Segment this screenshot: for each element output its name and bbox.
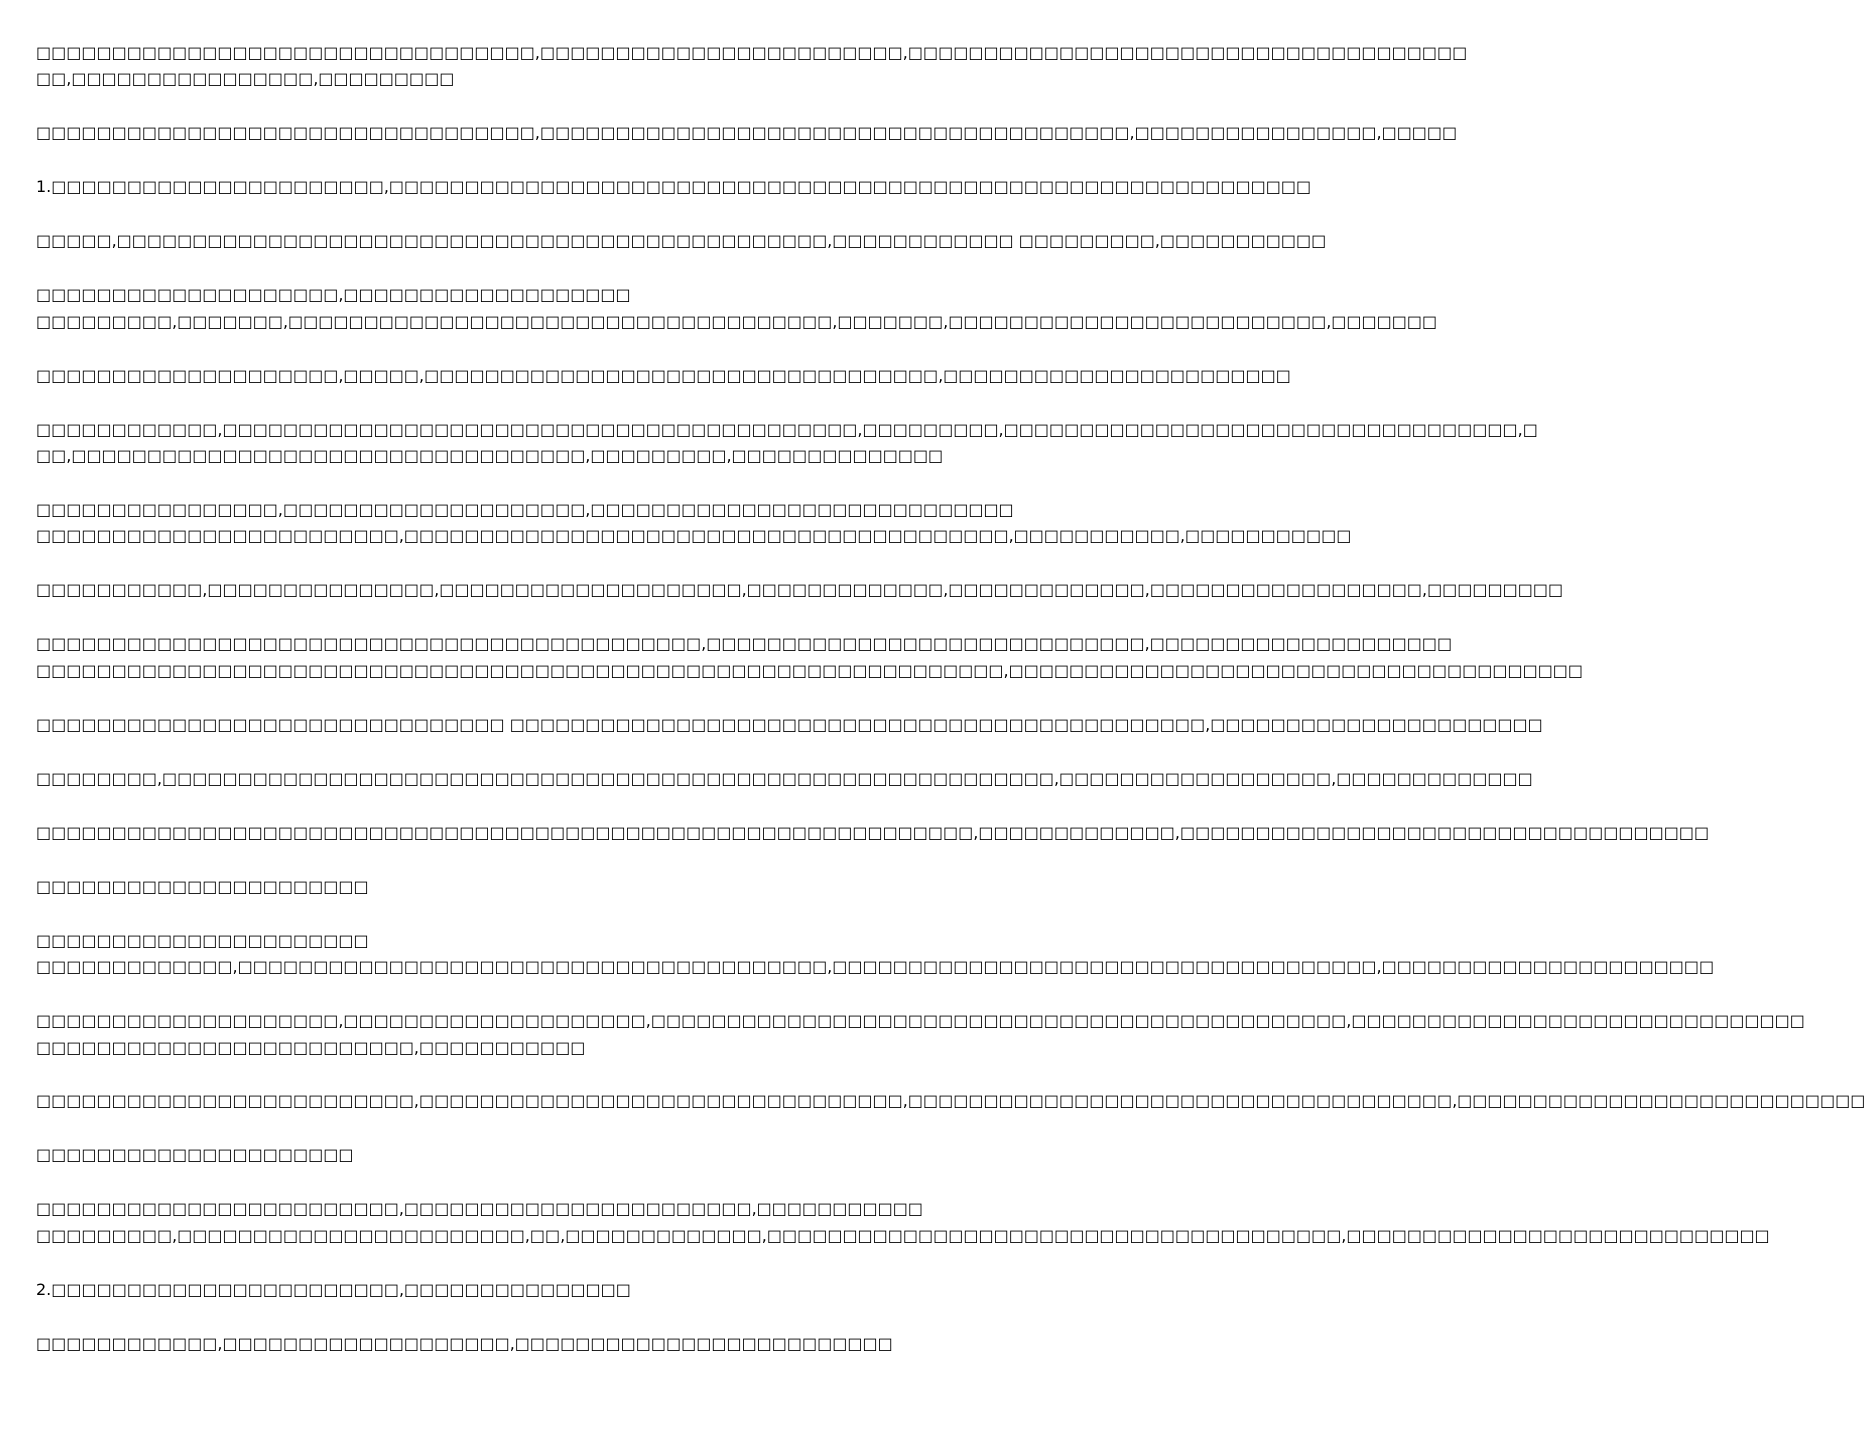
paragraph-gap (36, 981, 990, 1009)
paragraph-line: □□□□□□□□□□□□□□□□□□□□,□□□□□□□□□□□□□□□□□□□ (36, 285, 631, 305)
paragraph (36, 1008, 1805, 1061)
paragraph-gap (36, 389, 990, 417)
paragraph (36, 712, 1543, 738)
document-body (36, 40, 1865, 1357)
paragraph-gap (36, 792, 990, 820)
paragraph-gap (36, 1303, 990, 1331)
paragraph-line: □□□□□□□□□□□□□□□□□□□□□□□□□□□□□□□□□□□□□□□□□□□□□□□□□□□□□□□□□□□□□□□□,□□□□□□□□□□□□□□□□□□□□□□□□□□□□□□□□□□□□□□ (36, 660, 1584, 680)
paragraph (36, 497, 1352, 550)
paragraph-line: □□□□□□□□□□□□□□□□□□□□□□□□□□□□□□□□□,□□□□□□□□□□□□□□□□□□□□□□□□□□□□□□□□□□□□□□□,□□□□□□□□□□□□□□□□,□□□□□ (36, 123, 1458, 143)
paragraph (36, 928, 1715, 981)
paragraph-gap (36, 469, 990, 497)
paragraph (36, 1088, 1865, 1114)
paragraph-line: □□□□□□□□□□□□□□□□□□□□□ (36, 1145, 354, 1165)
paragraph-gap (36, 1115, 990, 1143)
paragraph-gap (36, 1249, 990, 1277)
paragraph (36, 1142, 990, 1168)
paragraph (36, 120, 1458, 146)
paragraph-line: □□□□□□□□□,□□□□□□□,□□□□□□□□□□□□□□□□□□□□□□□□□□□□□□□□□□□□,□□□□□□□,□□□□□□□□□□□□□□□□□□□□□□□□□,□□□□□□□ (36, 311, 1438, 331)
paragraph-gap (36, 604, 990, 632)
paragraph-gap (36, 255, 990, 283)
paragraph-gap (36, 900, 990, 928)
paragraph-gap (36, 1169, 990, 1197)
paragraph-line: □□□□□□□□□□□□□□□□□□□□,□□□□□□□□□□□□□□□□□□□□,□□□□□□□□□□□□□□□□□□□□□□□□□□□□□□□□□□□□□□□□□□□□□□,□□□□□□□□□□□□□□□□□□□□□□□□□□□□□□ (36, 1011, 1805, 1031)
paragraph-line: □□□□□□□□□□□,□□□□□□□□□□□□□□□,□□□□□□□□□□□□□□□□□□□□,□□□□□□□□□□□□□,□□□□□□□□□□□□□,□□□□□□□□□□□□□□□□□□,□□□□□□□□□ (36, 580, 1564, 600)
paragraph-line: □□□□□□□□□□□□□□□□□□□□□□ (36, 930, 369, 950)
paragraph-line: □□□□□□□□□□□□□□□□□□□□□□□□,□□□□□□□□□□□□□□□□□□□□□□□,□□□□□□□□□□□ (36, 1199, 923, 1219)
paragraph (36, 174, 1312, 200)
paragraph (36, 228, 1327, 254)
paragraph-line: □□□□□,□□□□□□□□□□□□□□□□□□□□□□□□□□□□□□□□□□□□□□□□□□□□□□□,□□□□□□□□□□□□ □□□□□□□□□,□□□□□□□□□□□ (36, 231, 1327, 251)
paragraph-gap (36, 1061, 990, 1089)
paragraph-line: □□□□□□□□□□□□□□□□□□□□□□□□□□□□□□□□□□□□□□□□□□□□,□□□□□□□□□□□□□□□□□□□□□□□□□□□□□,□□□□□□□□□□□□□□□□□□□□ (36, 634, 1453, 654)
paragraph (36, 1331, 990, 1357)
paragraph-line: □□,□□□□□□□□□□□□□□□□,□□□□□□□□□ (36, 69, 455, 89)
paragraph-line: □□□□□□□□□□□□□□□□□□□□□□□□□□□□□□□□□□□□□□□□□□□□□□□□□□□□□□□□□□□□□□,□□□□□□□□□□□□□,□□□□□□□□□□□□□□□□□□□□□□□□□□□□□□□□□□□ (36, 822, 1710, 842)
paragraph-line: □□□□□□□□,□□□□□□□□□□□□□□□□□□□□□□□□□□□□□□□□□□□□□□□□□□□□□□□□□□□□□□□□□□□,□□□□□□□□□□□□□□□□□□,□□□□□□□□□□□□□ (36, 768, 1533, 788)
paragraph (36, 40, 1468, 93)
paragraph (36, 1277, 990, 1303)
paragraph-gap (36, 93, 990, 121)
paragraph-line: 2.□□□□□□□□□□□□□□□□□□□□□□□,□□□□□□□□□□□□□□□ (36, 1279, 631, 1299)
paragraph (36, 417, 1538, 470)
paragraph-gap (36, 738, 990, 766)
paragraph-line: □□□□□□□□□□□□□□□□□□□□□□□□,□□□□□□□□□□□□□□□□□□□□□□□□□□□□□□□□□□□□□□□□,□□□□□□□□□□□,□□□□□□□□□□□ (36, 526, 1352, 546)
paragraph-line: □□□□□□□□□□□□,□□□□□□□□□□□□□□□□□□□□□□□□□□□□□□□□□□□□□□□□□□,□□□□□□□□□,□□□□□□□□□□□□□□□□□□□□□□□□□□□□□□□□□□,□ (36, 419, 1538, 439)
paragraph-gap (36, 846, 990, 874)
paragraph-line: □□□□□□□□□□□□□,□□□□□□□□□□□□□□□□□□□□□□□□□□□□□□□□□□□□□□□,□□□□□□□□□□□□□□□□□□□□□□□□□□□□□□□□□□□□,□□□□□□□□□□□□□□□□□□□□□□ (36, 957, 1715, 977)
paragraph-gap (36, 201, 990, 229)
paragraph-line: □□□□□□□□□□□□,□□□□□□□□□□□□□□□□□□□,□□□□□□□□□□□□□□□□□□□□□□□□□ (36, 1333, 893, 1353)
paragraph-gap (36, 684, 990, 712)
paragraph-line: □□□□□□□□□□□□□□□□□□□□,□□□□□,□□□□□□□□□□□□□□□□□□□□□□□□□□□□□□□□□□,□□□□□□□□□□□□□□□□□□□□□□□ (36, 365, 1291, 385)
paragraph-gap (36, 550, 990, 578)
paragraph-line: □□□□□□□□□□□□□□□□□□□□□□ (36, 876, 369, 896)
paragraph-line: □□,□□□□□□□□□□□□□□□□□□□□□□□□□□□□□□□□□□,□□□□□□□□□,□□□□□□□□□□□□□□ (36, 446, 944, 466)
paragraph-line: □□□□□□□□□□□□□□□□□□□□□□□□□,□□□□□□□□□□□ (36, 1037, 586, 1057)
paragraph (36, 820, 1710, 846)
paragraph (36, 874, 990, 900)
paragraph (36, 1196, 1770, 1249)
paragraph (36, 282, 1438, 335)
paragraph-gap (36, 147, 990, 175)
paragraph-line: □□□□□□□□□□□□□□□□□□□□□□□□□□□□□□□ □□□□□□□□□□□□□□□□□□□□□□□□□□□□□□□□□□□□□□□□□□□□□□,□□□□□□□□□□□□□□□□□□□□□□ (36, 714, 1543, 734)
paragraph-line: □□□□□□□□□□□□□□□□□□□□□□□□□,□□□□□□□□□□□□□□□□□□□□□□□□□□□□□□□□,□□□□□□□□□□□□□□□□□□□□□□□□□□□□□□□□□□□□,□□□□□□□□□□□□□□□□□□□□□□□□□□□ (36, 1091, 1865, 1111)
paragraph-line: □□□□□□□□□□□□□□□□,□□□□□□□□□□□□□□□□□□□□,□□□□□□□□□□□□□□□□□□□□□□□□□□□□ (36, 500, 1014, 520)
paragraph (36, 631, 1584, 684)
paragraph (36, 577, 1564, 603)
paragraph (36, 363, 1291, 389)
paragraph-gap (36, 335, 990, 363)
paragraph-line: □□□□□□□□□,□□□□□□□□□□□□□□□□□□□□□□□,□□,□□□□□□□□□□□□□,□□□□□□□□□□□□□□□□□□□□□□□□□□□□□□□□□□□□□□,□□□□□□□□□□□□□□□□□□□□□□□□□□□□ (36, 1225, 1770, 1245)
paragraph-line: □□□□□□□□□□□□□□□□□□□□□□□□□□□□□□□□□,□□□□□□□□□□□□□□□□□□□□□□□□,□□□□□□□□□□□□□□□□□□□□□□□□□□□□□□□□□□□□□ (36, 43, 1468, 62)
paragraph (36, 766, 1533, 792)
paragraph-line: 1.□□□□□□□□□□□□□□□□□□□□□□,□□□□□□□□□□□□□□□□□□□□□□□□□□□□□□□□□□□□□□□□□□□□□□□□□□□□□□□□□□□□□ (36, 177, 1312, 197)
